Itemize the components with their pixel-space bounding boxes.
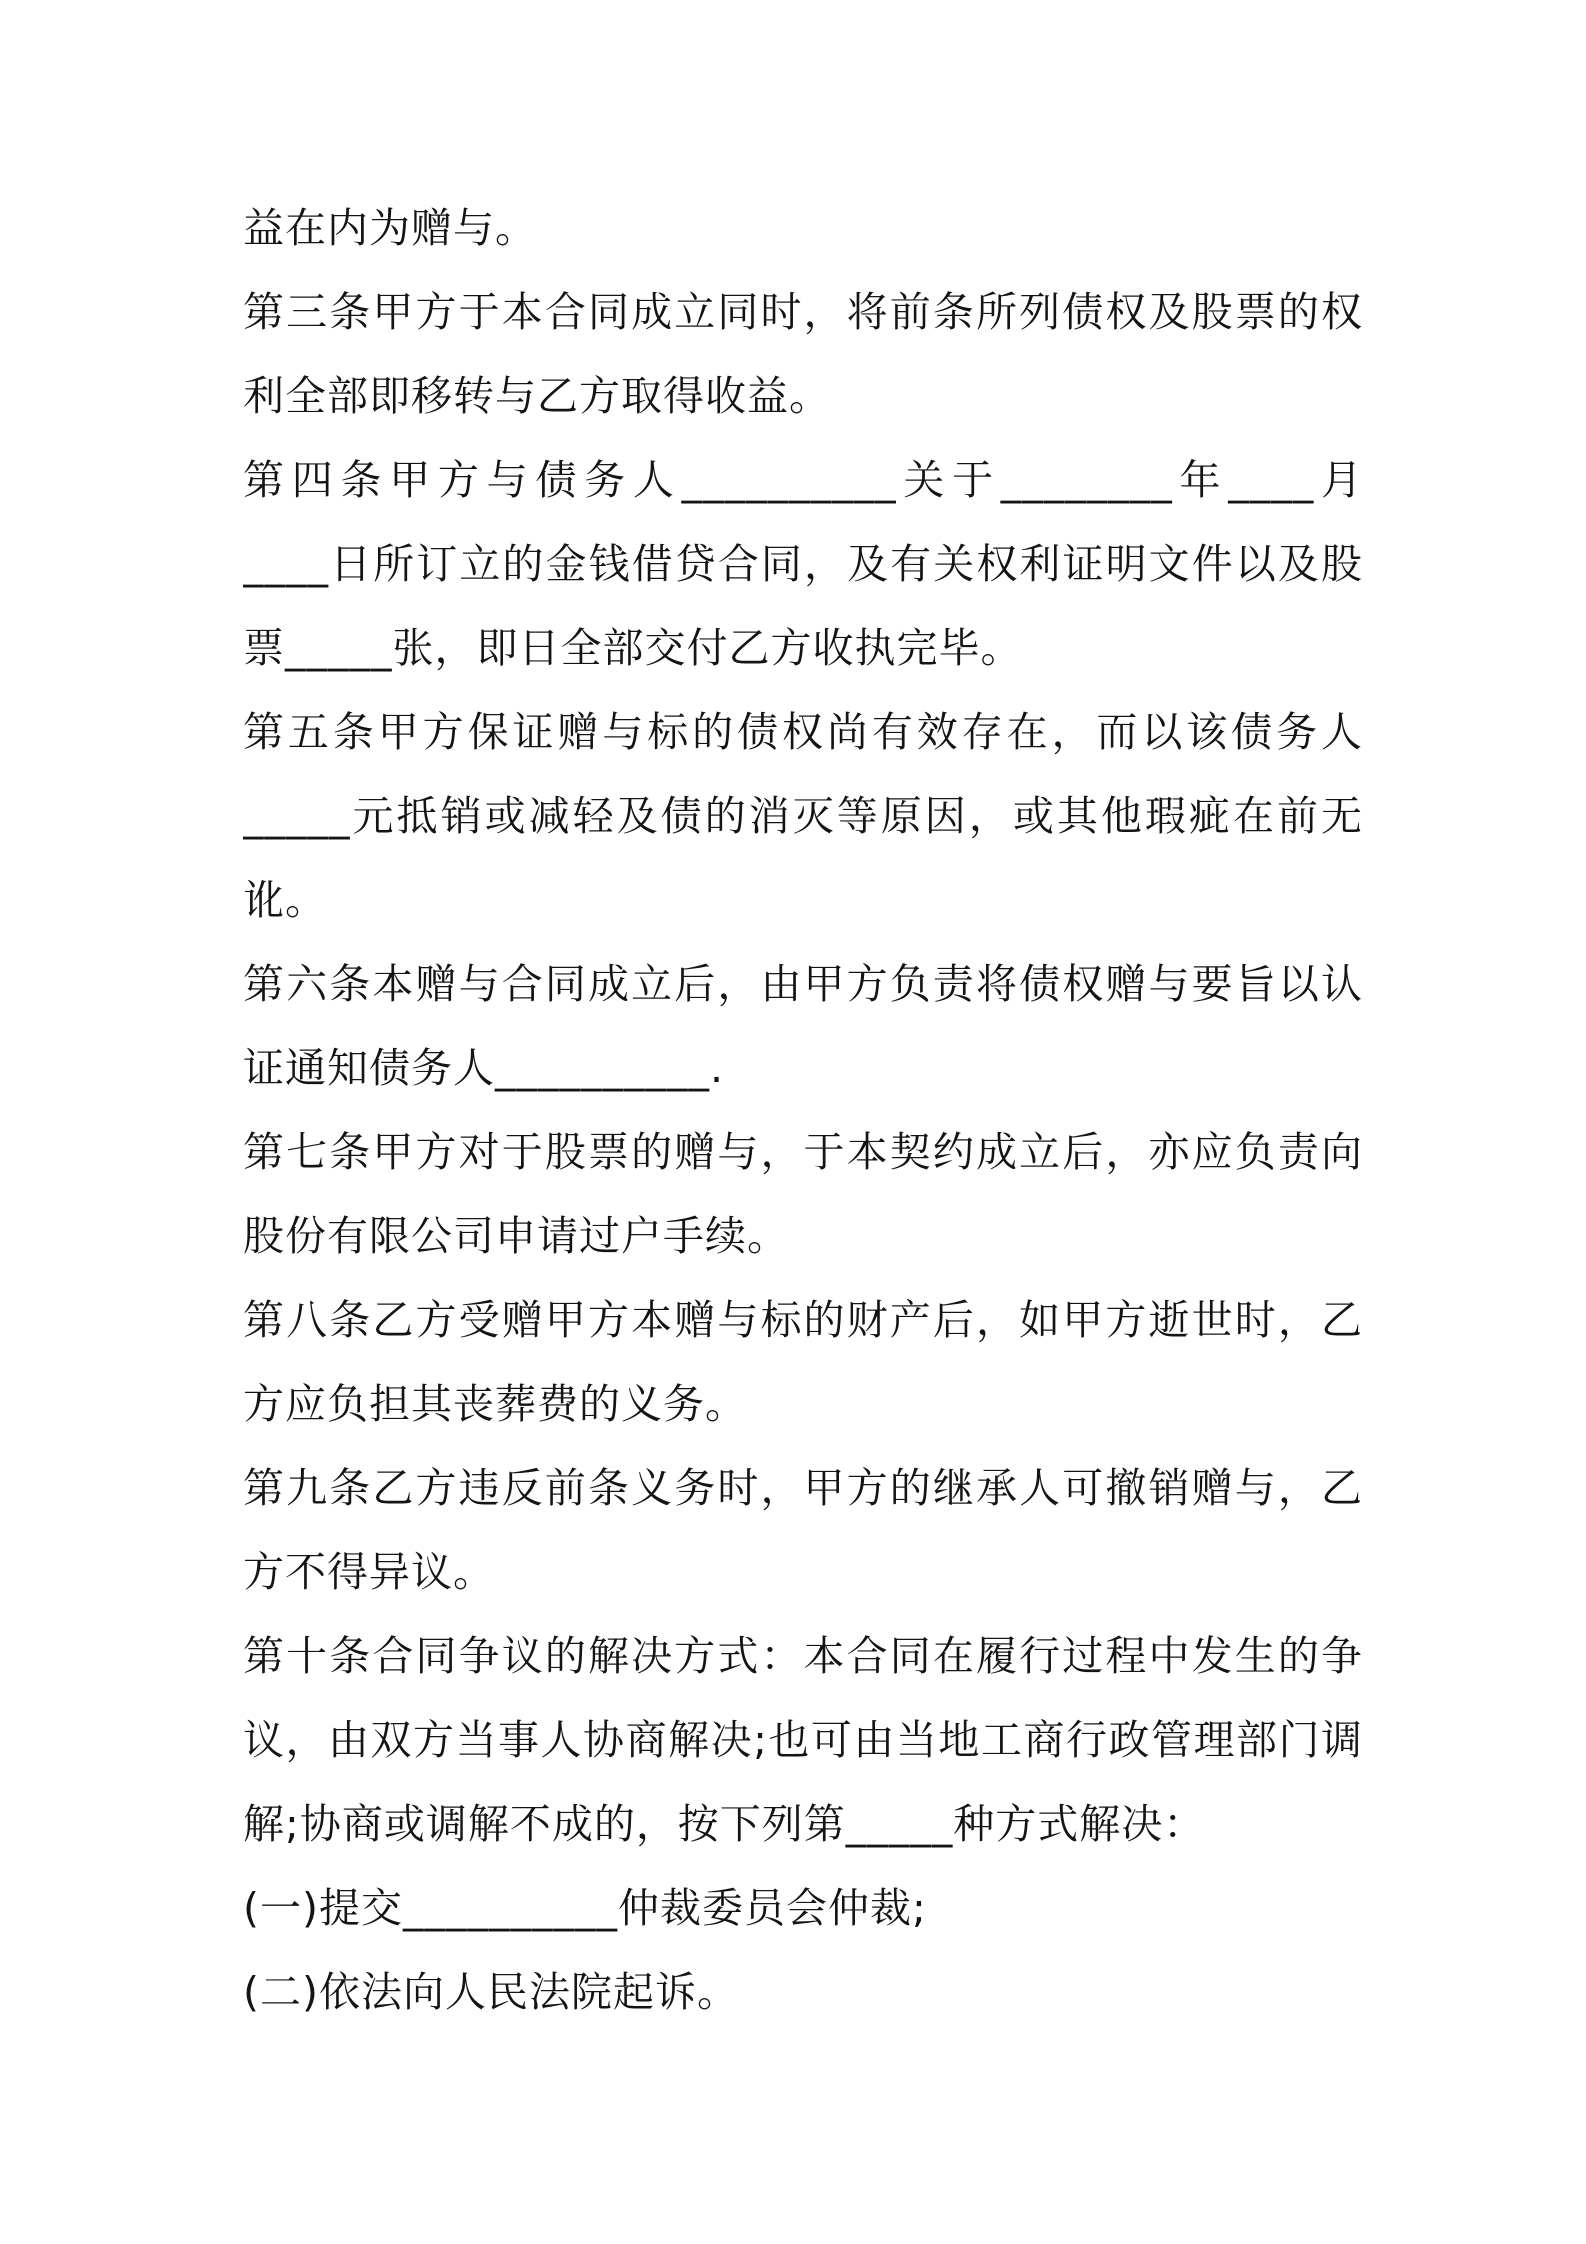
text-line: 第五条甲方保证赠与标的债权尚有效存在，而以该债务人 [243, 708, 1363, 756]
text-line: (二)依法向人民法院起诉。 [243, 1968, 739, 2016]
text-line: 票_____张，即日全部交付乙方收执完毕。 [243, 624, 1023, 672]
text-line: 第十条合同争议的解决方式：本合同在履行过程中发生的争 [243, 1632, 1363, 1680]
text-line: 第三条甲方于本合同成立同时，将前条所列债权及股票的权 [243, 288, 1363, 336]
text-line: 第七条甲方对于股票的赠与，于本契约成立后，亦应负责向 [243, 1128, 1363, 1176]
text-line: 讹。 [243, 876, 327, 924]
text-line: 议，由双方当事人协商解决;也可由当地工商行政管理部门调 [243, 1716, 1363, 1764]
text-line: 方不得异议。 [243, 1548, 495, 1596]
text-line: 第九条乙方违反前条义务时，甲方的继承人可撤销赠与，乙 [243, 1464, 1363, 1512]
contract-text [243, 186, 1363, 2034]
text-line: 证通知债务人__________. [243, 1044, 725, 1092]
text-line: 第八条乙方受赠甲方本赠与标的财产后，如甲方逝世时，乙 [243, 1296, 1363, 1344]
text-line: 第六条本赠与合同成立后，由甲方负责将债权赠与要旨以认 [243, 960, 1363, 1008]
text-line: (一)提交__________仲裁委员会仲裁; [243, 1884, 927, 1932]
text-line: 方应负担其丧葬费的义务。 [243, 1380, 747, 1428]
text-line: 第四条甲方与债务人__________关于________年____月 [243, 456, 1363, 504]
text-line: 股份有限公司申请过户手续。 [243, 1212, 789, 1260]
text-line: 利全部即移转与乙方取得收益。 [243, 372, 831, 420]
text-line: ____日所订立的金钱借贷合同，及有关权利证明文件以及股 [243, 540, 1363, 588]
text-line: 益在内为赠与。 [243, 204, 537, 252]
text-line: _____元抵销或减轻及债的消灭等原因，或其他瑕疵在前无 [243, 792, 1363, 840]
text-line: 解;协商或调解不成的，按下列第_____种方式解决： [243, 1800, 1206, 1848]
